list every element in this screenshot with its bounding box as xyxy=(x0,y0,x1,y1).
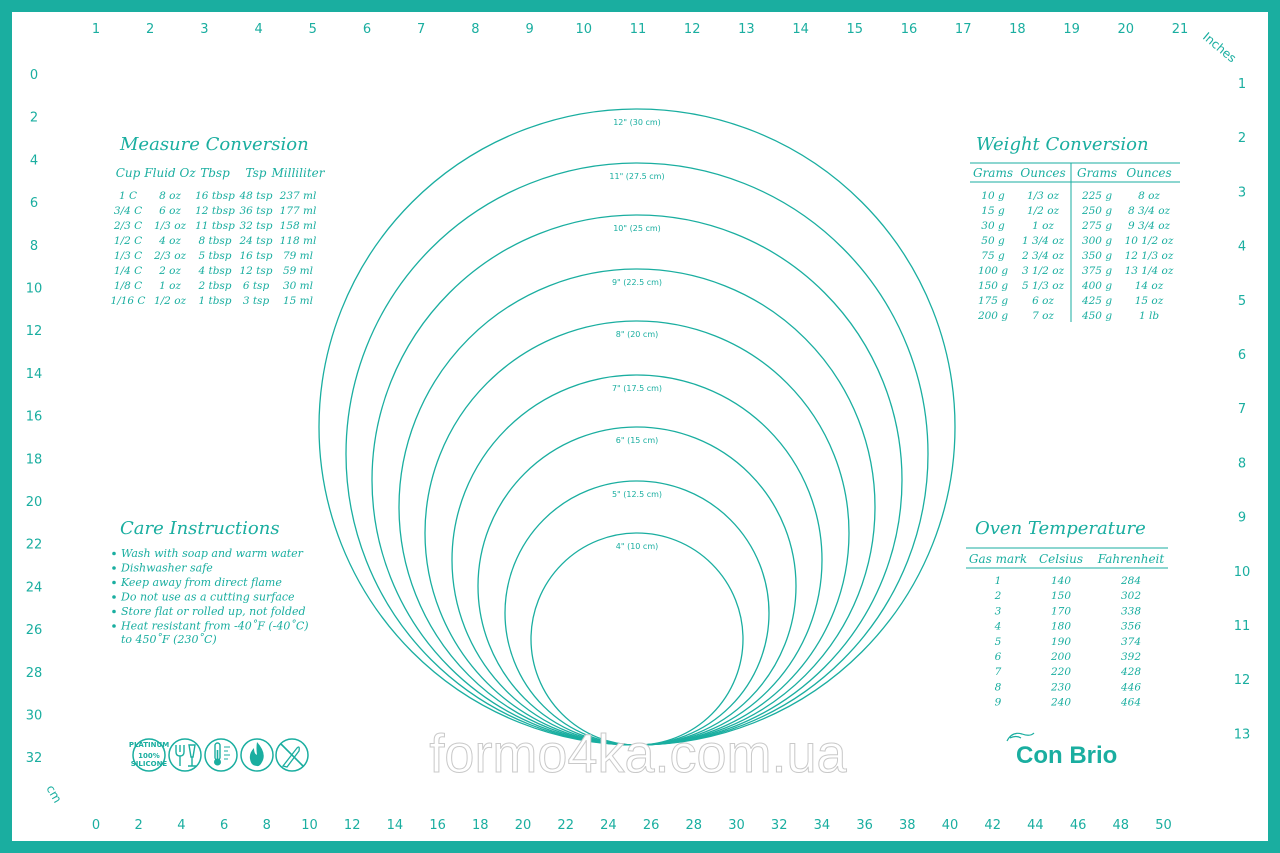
measure-cell: 5 tbsp xyxy=(198,250,232,262)
weight-header: Ounces xyxy=(1126,166,1172,180)
top-inch-tick: 12 xyxy=(683,22,701,37)
measure-cell: 30 ml xyxy=(282,280,314,292)
right-inch-tick: 7 xyxy=(1237,402,1247,418)
weight-cell: 425 g xyxy=(1081,295,1113,307)
measure-cell: 12 tsp xyxy=(239,265,273,277)
measure-cell: 16 tsp xyxy=(239,250,273,262)
bottom-cm-tick: 36 xyxy=(856,818,873,833)
circle-size-label: 7" (17.5 cm) xyxy=(611,384,663,393)
care-item: Heat resistant from -40˚F (-40˚C) xyxy=(121,619,309,633)
right-inch-tick: 4 xyxy=(1237,239,1247,255)
top-inch-tick: 9 xyxy=(525,22,534,37)
weight-cell: 1 oz xyxy=(1032,220,1054,232)
measure-cell: 3/4 C xyxy=(113,205,143,217)
bottom-cm-tick: 42 xyxy=(984,818,1001,833)
left-cm-tick: 24 xyxy=(25,580,43,596)
right-inch-tick: 6 xyxy=(1237,348,1247,363)
oven-temperature-title: Oven Temperature xyxy=(975,518,1146,539)
left-cm-tick: 32 xyxy=(25,751,43,767)
circle-guide xyxy=(399,269,875,745)
care-item-continuation: to 450˚F (230˚C) xyxy=(121,633,217,646)
bottom-cm-tick: 14 xyxy=(386,818,404,833)
oven-cell: 9 xyxy=(994,696,1002,709)
right-inch-scale xyxy=(1234,77,1251,742)
care-instructions-panel xyxy=(112,518,308,646)
oven-cell: 302 xyxy=(1120,590,1142,603)
measure-header: Fluid Oz xyxy=(144,166,196,180)
right-inch-tick: 9 xyxy=(1237,510,1247,526)
measure-header: Cup xyxy=(115,166,141,180)
measure-cell: 1/4 C xyxy=(113,265,143,277)
top-inch-tick: 18 xyxy=(1009,22,1026,37)
brand-swirl-icon xyxy=(1007,733,1034,741)
weight-cell: 100 g xyxy=(977,265,1009,277)
measure-cell: 79 ml xyxy=(282,250,314,262)
measure-cell: 1/16 C xyxy=(110,295,146,307)
circle-size-label: 5" (12.5 cm) xyxy=(611,490,663,499)
left-cm-tick: 6 xyxy=(29,196,39,212)
oven-cell: 8 xyxy=(994,681,1002,694)
right-inch-tick: 13 xyxy=(1233,727,1251,743)
measure-header: Tbsp xyxy=(200,166,230,180)
measure-cell: 237 ml xyxy=(279,190,317,202)
measure-cell: 8 oz xyxy=(159,190,181,202)
oven-cell: 356 xyxy=(1120,620,1142,633)
svg-text:100%: 100% xyxy=(138,752,160,760)
bottom-cm-tick: 22 xyxy=(557,818,574,833)
weight-cell: 8 oz xyxy=(1138,190,1160,202)
oven-header: Gas mark xyxy=(968,552,1028,566)
oven-temperature-table xyxy=(969,552,1165,709)
circle-size-label: 6" (15 cm) xyxy=(615,436,659,445)
care-item: Store flat or rolled up, not folded xyxy=(121,605,306,618)
oven-cell: 7 xyxy=(994,666,1002,679)
measure-cell: 11 tbsp xyxy=(195,220,235,232)
svg-text:SILICONE: SILICONE xyxy=(130,760,168,768)
measure-cell: 2 tbsp xyxy=(198,280,232,292)
circle-size-label: 8" (20 cm) xyxy=(615,330,659,339)
bottom-cm-tick: 30 xyxy=(728,818,745,833)
top-inch-tick: 2 xyxy=(146,22,155,37)
care-instructions-list xyxy=(112,547,308,633)
food-safe-icon xyxy=(169,739,201,771)
bottom-cm-tick: 26 xyxy=(642,818,660,833)
measure-cell: 1/3 oz xyxy=(153,220,187,232)
top-inch-tick: 1 xyxy=(91,22,101,37)
cm-unit-label: cm xyxy=(43,782,65,806)
left-cm-tick: 20 xyxy=(25,495,43,510)
circle-guides xyxy=(319,109,955,745)
bottom-cm-tick: 18 xyxy=(472,818,489,833)
bullet-icon xyxy=(112,566,116,570)
flame-icon xyxy=(241,739,273,771)
circle-size-label: 9" (22.5 cm) xyxy=(611,278,663,287)
measure-cell: 158 ml xyxy=(279,220,317,232)
weight-cell: 75 g xyxy=(981,250,1005,262)
right-inch-tick: 11 xyxy=(1233,619,1251,634)
top-inch-tick: 10 xyxy=(575,22,593,37)
weight-cell: 350 g xyxy=(1081,250,1113,262)
bullet-icon xyxy=(112,581,116,585)
right-inch-tick: 5 xyxy=(1237,293,1247,309)
weight-cell: 1 lb xyxy=(1138,310,1160,322)
left-cm-tick: 8 xyxy=(29,238,39,254)
brand-name: Con Brio xyxy=(1016,742,1118,769)
measure-cell: 1/2 oz xyxy=(153,295,187,307)
circle-guide xyxy=(346,163,928,745)
measure-cell: 1 tbsp xyxy=(198,295,232,307)
weight-cell: 5 1/3 oz xyxy=(1021,280,1065,292)
care-item: Dishwasher safe xyxy=(121,561,213,575)
weight-cell: 300 g xyxy=(1081,235,1113,247)
measure-cell: 4 oz xyxy=(159,235,181,247)
weight-cell: 225 g xyxy=(1081,190,1113,202)
bottom-cm-tick: 20 xyxy=(514,818,532,833)
measure-header: Milliliter xyxy=(271,166,325,180)
bottom-cm-tick: 48 xyxy=(1112,818,1130,833)
bottom-cm-tick: 6 xyxy=(219,818,229,833)
care-item: Do not use as a cutting surface xyxy=(121,590,295,604)
measure-cell: 118 ml xyxy=(279,235,317,247)
top-inch-tick: 20 xyxy=(1117,22,1135,37)
right-inch-tick: 12 xyxy=(1233,673,1251,689)
bottom-cm-tick: 46 xyxy=(1069,818,1087,833)
bottom-cm-tick: 38 xyxy=(899,818,916,833)
weight-cell: 3 1/2 oz xyxy=(1021,265,1065,277)
oven-cell: 446 xyxy=(1120,681,1142,694)
left-cm-tick: 0 xyxy=(29,68,39,83)
oven-cell: 2 xyxy=(994,590,1002,603)
silicone-badge-icon xyxy=(129,739,169,771)
right-inch-tick: 10 xyxy=(1233,564,1251,580)
left-cm-tick: 18 xyxy=(25,452,43,468)
weight-cell: 2 3/4 oz xyxy=(1021,250,1065,262)
weight-cell: 1/3 oz xyxy=(1026,190,1060,202)
oven-cell: 4 xyxy=(994,620,1002,633)
bullet-icon xyxy=(112,552,116,556)
temperature-icon xyxy=(205,739,237,771)
oven-cell: 374 xyxy=(1120,635,1142,648)
oven-header: Fahrenheit xyxy=(1097,552,1165,566)
top-inch-tick: 15 xyxy=(846,22,864,37)
weight-cell: 275 g xyxy=(1081,220,1113,232)
left-cm-tick: 28 xyxy=(25,665,43,681)
oven-cell: 190 xyxy=(1050,635,1072,648)
top-inch-tick: 5 xyxy=(308,22,317,37)
right-inch-tick: 8 xyxy=(1237,456,1247,472)
weight-cell: 13 1/4 oz xyxy=(1124,265,1174,277)
care-item: Wash with soap and warm water xyxy=(121,547,303,560)
oven-cell: 338 xyxy=(1120,605,1142,618)
bottom-cm-tick: 44 xyxy=(1027,818,1044,833)
weight-header: Grams xyxy=(1076,166,1118,180)
watermark: formo4ka.com.ua xyxy=(429,724,847,784)
weight-cell: 15 oz xyxy=(1134,295,1164,307)
measure-cell: 2/3 oz xyxy=(153,250,187,262)
weight-cell: 250 g xyxy=(1081,205,1113,217)
oven-cell: 6 xyxy=(994,651,1002,663)
measure-cell: 24 tsp xyxy=(239,235,273,247)
circle-size-label: 10" (25 cm) xyxy=(613,224,661,233)
weight-conversion-table xyxy=(973,166,1174,322)
no-knife-icon xyxy=(276,739,308,771)
top-inch-tick: 4 xyxy=(254,22,263,37)
bottom-cm-tick: 8 xyxy=(262,818,271,833)
circle-guide xyxy=(531,533,743,745)
left-cm-scale xyxy=(26,68,43,766)
weight-cell: 10 1/2 oz xyxy=(1124,235,1174,247)
measure-cell: 1/3 C xyxy=(113,250,143,262)
top-inch-scale xyxy=(92,22,1188,37)
left-cm-tick: 10 xyxy=(25,281,43,297)
left-cm-tick: 2 xyxy=(29,110,39,126)
bottom-cm-tick: 34 xyxy=(813,818,831,833)
brand-logo xyxy=(1007,733,1117,769)
measure-header: Tsp xyxy=(245,166,267,180)
bullet-icon xyxy=(112,624,116,628)
bottom-cm-tick: 2 xyxy=(134,818,143,833)
oven-cell: 1 xyxy=(994,575,1002,587)
measure-cell: 12 tbsp xyxy=(195,205,235,217)
top-inch-tick: 17 xyxy=(954,22,972,37)
right-inch-tick: 2 xyxy=(1237,131,1247,147)
oven-cell: 170 xyxy=(1050,605,1072,618)
measure-cell: 1 C xyxy=(118,190,138,202)
measure-cell: 8 tbsp xyxy=(198,235,232,247)
weight-conversion-title: Weight Conversion xyxy=(976,134,1149,155)
badge-row xyxy=(129,739,308,771)
left-cm-tick: 26 xyxy=(25,623,43,639)
weight-cell: 375 g xyxy=(1081,265,1113,277)
weight-cell: 50 g xyxy=(981,235,1005,247)
measure-cell: 1/8 C xyxy=(113,280,143,292)
weight-cell: 400 g xyxy=(1081,280,1113,292)
weight-cell: 14 oz xyxy=(1134,280,1164,292)
top-inch-tick: 13 xyxy=(738,22,755,37)
svg-text:PLATINUM: PLATINUM xyxy=(128,741,170,749)
weight-cell: 30 g xyxy=(981,220,1005,232)
weight-cell: 200 g xyxy=(977,310,1009,322)
oven-cell: 240 xyxy=(1050,696,1072,709)
weight-cell: 1/2 oz xyxy=(1026,205,1060,217)
top-inch-tick: 7 xyxy=(417,22,426,37)
weight-cell: 150 g xyxy=(977,280,1009,292)
circle-guide xyxy=(452,375,822,745)
weight-cell: 8 3/4 oz xyxy=(1127,205,1171,217)
weight-cell: 1 3/4 oz xyxy=(1021,235,1065,247)
care-instructions-title: Care Instructions xyxy=(120,518,280,539)
measure-cell: 6 tsp xyxy=(242,280,270,292)
left-cm-tick: 22 xyxy=(25,537,43,553)
measure-cell: 2/3 C xyxy=(113,220,143,232)
oven-cell: 392 xyxy=(1120,651,1142,663)
weight-cell: 6 oz xyxy=(1032,295,1054,307)
bottom-cm-tick: 16 xyxy=(429,818,446,833)
top-inch-tick: 21 xyxy=(1171,22,1189,37)
oven-cell: 284 xyxy=(1120,575,1142,587)
top-inch-tick: 14 xyxy=(792,22,809,37)
bottom-cm-tick: 40 xyxy=(941,818,959,833)
bottom-cm-tick: 50 xyxy=(1155,818,1172,833)
weight-cell: 175 g xyxy=(977,295,1009,307)
bottom-cm-tick: 10 xyxy=(301,818,318,833)
left-cm-tick: 14 xyxy=(25,366,43,382)
oven-cell: 220 xyxy=(1050,666,1072,679)
circle-size-label: 4" (10 cm) xyxy=(615,542,659,551)
left-cm-tick: 4 xyxy=(29,153,39,169)
measure-cell: 177 ml xyxy=(279,205,317,217)
measure-cell: 4 tbsp xyxy=(198,265,232,277)
weight-header: Grams xyxy=(972,166,1014,180)
oven-cell: 5 xyxy=(994,635,1002,648)
measure-cell: 32 tsp xyxy=(239,220,273,232)
weight-cell: 15 g xyxy=(981,205,1005,217)
oven-cell: 230 xyxy=(1050,681,1072,694)
bullet-icon xyxy=(112,595,116,599)
oven-header: Celsius xyxy=(1038,552,1084,566)
oven-cell: 150 xyxy=(1050,590,1072,603)
measure-cell: 15 ml xyxy=(282,295,314,307)
oven-cell: 464 xyxy=(1120,696,1142,709)
top-inch-tick: 3 xyxy=(200,22,209,37)
weight-conversion-panel xyxy=(970,134,1180,322)
left-cm-tick: 12 xyxy=(25,324,43,340)
weight-cell: 12 1/3 oz xyxy=(1124,250,1174,262)
weight-cell: 9 3/4 oz xyxy=(1127,220,1171,232)
measure-conversion-title: Measure Conversion xyxy=(120,134,309,155)
bottom-cm-tick: 28 xyxy=(685,818,703,833)
inches-unit-label: Inches xyxy=(1200,29,1239,66)
circle-guide xyxy=(505,481,769,745)
oven-cell: 140 xyxy=(1050,575,1072,587)
measure-cell: 2 oz xyxy=(159,265,181,277)
left-cm-tick: 30 xyxy=(25,708,43,724)
oven-temperature-panel xyxy=(966,518,1168,709)
oven-cell: 180 xyxy=(1050,620,1072,633)
measure-cell: 1 oz xyxy=(159,280,181,292)
bottom-cm-tick: 24 xyxy=(600,818,617,833)
bottom-cm-scale xyxy=(92,818,1172,833)
circle-size-label: 12" (30 cm) xyxy=(613,118,661,127)
measure-cell: 36 tsp xyxy=(239,205,273,217)
top-inch-tick: 16 xyxy=(900,22,918,37)
measure-conversion-panel xyxy=(111,134,326,307)
oven-cell: 3 xyxy=(994,605,1002,618)
weight-header: Ounces xyxy=(1020,166,1066,180)
bullet-icon xyxy=(112,610,116,614)
measure-cell: 16 tbsp xyxy=(195,190,235,202)
weight-cell: 450 g xyxy=(1081,310,1113,322)
oven-cell: 428 xyxy=(1120,666,1142,679)
circle-size-label: 11" (27.5 cm) xyxy=(609,172,665,181)
left-cm-tick: 16 xyxy=(25,409,43,425)
right-inch-tick: 1 xyxy=(1237,77,1247,92)
top-inch-tick: 8 xyxy=(471,22,480,37)
right-inch-tick: 3 xyxy=(1237,185,1247,201)
top-inch-tick: 11 xyxy=(629,22,647,37)
top-inch-tick: 19 xyxy=(1063,22,1080,37)
weight-cell: 7 oz xyxy=(1032,310,1054,322)
measure-cell: 48 tsp xyxy=(239,190,273,202)
oven-cell: 200 xyxy=(1050,651,1072,663)
bottom-cm-tick: 12 xyxy=(343,818,361,833)
care-item: Keep away from direct flame xyxy=(121,576,282,589)
measure-cell: 1/2 C xyxy=(113,235,143,247)
bottom-cm-tick: 0 xyxy=(91,818,101,833)
measure-cell: 3 tsp xyxy=(242,295,270,307)
weight-cell: 10 g xyxy=(981,190,1005,202)
bottom-cm-tick: 4 xyxy=(177,818,186,833)
circle-guide xyxy=(478,427,796,745)
measure-cell: 59 ml xyxy=(282,265,314,277)
bottom-cm-tick: 32 xyxy=(770,818,788,833)
circle-guide xyxy=(372,215,902,745)
measure-cell: 6 oz xyxy=(159,205,181,217)
measure-conversion-table xyxy=(111,166,326,307)
top-inch-tick: 6 xyxy=(362,22,372,37)
